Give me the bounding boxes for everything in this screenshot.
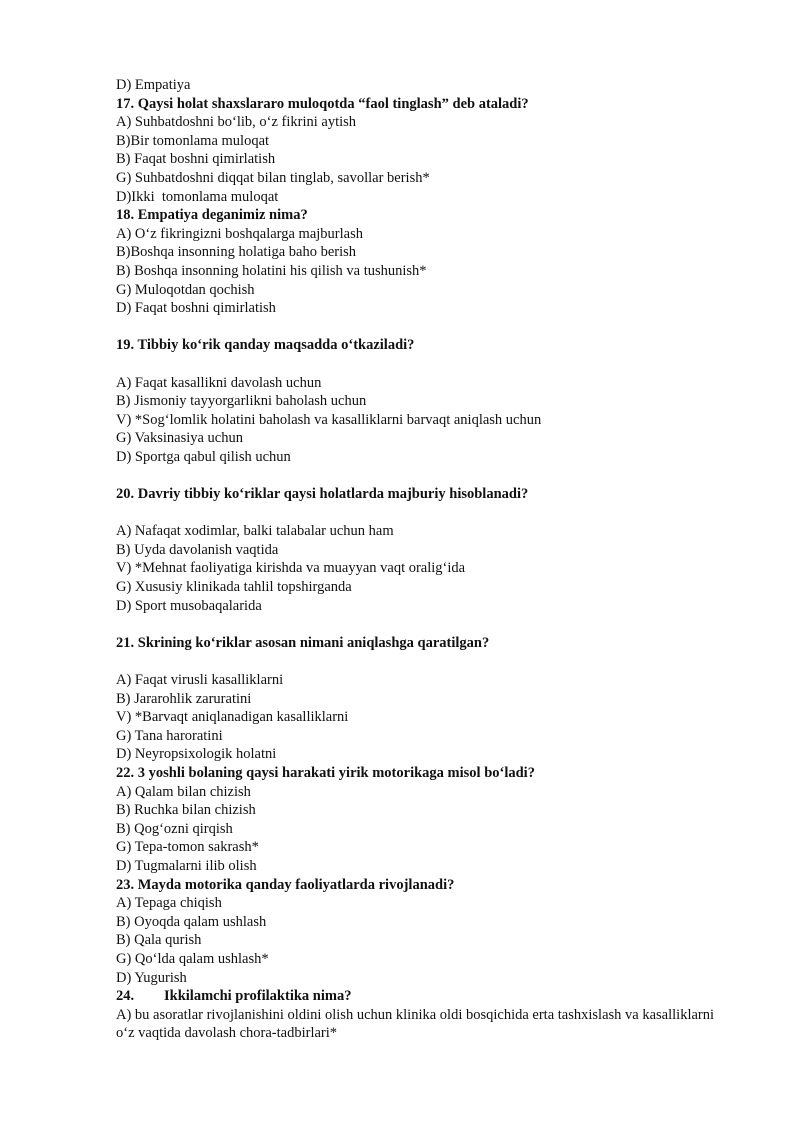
option-line: B) Qog‘ozni qirqish bbox=[116, 820, 233, 837]
option-line: G) Tepa-tomon sakrash* bbox=[116, 839, 259, 856]
option-line: G) Suhbatdoshni diqqat bilan tinglab, savollar berish* bbox=[116, 169, 430, 186]
option-line: B) Faqat boshni qimirlatish bbox=[116, 151, 276, 168]
question-title: 20. Davriy tibbiy ko‘riklar qaysi holatlarda majburiy hisoblanadi? bbox=[116, 486, 529, 503]
option-line: G) Muloqotdan qochish bbox=[116, 281, 255, 298]
option-line: A) Nafaqat xodimlar, balki talabalar uchun ham bbox=[116, 523, 394, 540]
option-line: D) Yugurish bbox=[116, 969, 187, 986]
blank-line bbox=[116, 466, 716, 485]
question-text: Ikkilamchi profilaktika nima? bbox=[164, 988, 352, 1005]
question-title: 19. Tibbiy ko‘rik qanday maqsadda o‘tkaziladi? bbox=[116, 337, 415, 354]
option-line: B)Bir tomonlama muloqat bbox=[116, 132, 270, 149]
question-title: 23. Mayda motorika qanday faoliyatlarda rivojlanadi? bbox=[116, 876, 455, 893]
document-page bbox=[116, 76, 716, 1043]
blank-line bbox=[116, 504, 716, 523]
question-number: 24. bbox=[116, 988, 135, 1005]
question-title: 21. Skrining ko‘riklar asosan nimani aniqlashga qaratilgan? bbox=[116, 634, 490, 651]
question-title: 18. Empatiya deganimiz nima? bbox=[116, 207, 308, 224]
question-block-17 bbox=[116, 95, 716, 207]
option-line: D)Ikki tomonlama muloqat bbox=[116, 188, 279, 205]
option-line: D) Sportga qabul qilish uchun bbox=[116, 448, 291, 465]
option-line: B)Boshqa insonning holatiga baho berish bbox=[116, 244, 357, 261]
option-line: B) Jararohlik zaruratini bbox=[116, 690, 252, 707]
option-line: D) Neyropsixologik holatni bbox=[116, 746, 277, 763]
question-title bbox=[116, 987, 716, 1006]
option-line: B) Uyda davolanish vaqtida bbox=[116, 541, 279, 558]
question-block-23 bbox=[116, 876, 716, 988]
blank-line bbox=[116, 318, 716, 337]
option-line: B) Jismoniy tayyorgarlikni baholash uchun bbox=[116, 393, 367, 410]
question-block-24 bbox=[116, 987, 716, 1043]
option-line: B) Qala qurish bbox=[116, 932, 202, 949]
question-title: 22. 3 yoshli bolaning qaysi harakati yirik motorikaga misol bo‘ladi? bbox=[116, 764, 535, 781]
option-line: B) Oyoqda qalam ushlash bbox=[116, 913, 267, 930]
option-line: V) *Mehnat faoliyatiga kirishda va muayyan vaqt oralig‘ida bbox=[116, 560, 466, 577]
question-block-20 bbox=[116, 485, 716, 615]
question-block-21 bbox=[116, 634, 716, 764]
option-line: B) Ruchka bilan chizish bbox=[116, 802, 256, 819]
question-block-18 bbox=[116, 206, 716, 318]
option-line: A) O‘z fikringizni boshqalarga majburlash bbox=[116, 225, 363, 242]
question-title: 17. Qaysi holat shaxslararo muloqotda “faol tinglash” deb ataladi? bbox=[116, 95, 529, 112]
blank-line bbox=[116, 615, 716, 634]
option-line: A) Faqat virusli kasalliklarni bbox=[116, 672, 284, 688]
option-line: D) Empatiya bbox=[116, 77, 191, 93]
question-block-19 bbox=[116, 336, 716, 466]
option-line: G) Tana haroratini bbox=[116, 727, 223, 744]
option-line: V) *Sog‘lomlik holatini baholash va kasalliklarni barvaqt aniqlash uchun bbox=[116, 411, 542, 428]
option-line: G) Vaksinasiya uchun bbox=[116, 430, 243, 447]
option-line: V) *Barvaqt aniqlanadigan kasalliklarni bbox=[116, 709, 349, 726]
blank-line bbox=[116, 652, 716, 671]
question-block-22 bbox=[116, 764, 716, 876]
option-line: A) Suhbatdoshni bo‘lib, o‘z fikrini aytish bbox=[116, 114, 357, 131]
option-line: A) Qalam bilan chizish bbox=[116, 783, 251, 800]
option-line: D) Tugmalarni ilib olish bbox=[116, 857, 257, 874]
option-line: A) Tepaga chiqish bbox=[116, 895, 222, 912]
option-line: D) Faqat boshni qimirlatish bbox=[116, 300, 276, 317]
option-line: A) Faqat kasallikni davolash uchun bbox=[116, 374, 322, 391]
option-line: G) Qo‘lda qalam ushlash* bbox=[116, 950, 269, 967]
option-line: G) Xususiy klinikada tahlil topshirganda bbox=[116, 579, 352, 596]
blank-line bbox=[116, 355, 716, 374]
option-line: A) bu asoratlar rivojlanishini oldini olish uchun klinika oldi bosqichida erta tashxislash va kasalliklarni o‘z vaqtida davolash chora-tadbirlari* bbox=[116, 1006, 715, 1042]
option-line: D) Sport musobaqalarida bbox=[116, 597, 262, 614]
option-line: B) Boshqa insonning holatini his qilish va tushunish* bbox=[116, 262, 427, 279]
